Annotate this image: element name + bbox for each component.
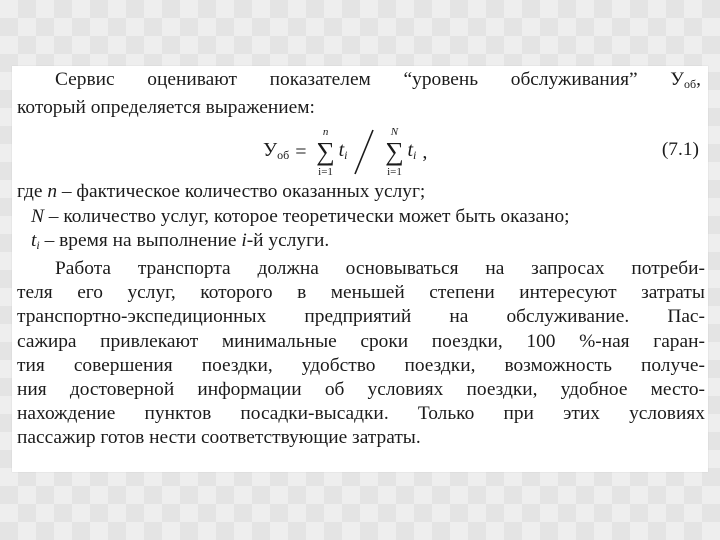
paragraph2-line2: теля его услуг, которого в меньшей степени интересуют затраты: [17, 282, 705, 304]
paragraph2-line8: пассажир готов нести соответствующие затраты.: [17, 427, 421, 449]
word: оценивают: [147, 69, 237, 90]
word: “уровень: [403, 69, 479, 90]
formula-comma: ,: [422, 141, 428, 164]
paragraph2-line6: ния достоверной информации об условиях поездки, удобное место-: [17, 379, 705, 401]
formula-expression: [263, 126, 427, 178]
formula-term2: $t_i$: [407, 138, 417, 162]
paragraph2-line4: сажира привлекают минимальные сроки поездки, 100 %-ная гаран-: [17, 330, 705, 352]
paragraph2-line3: транспортно-экспедиционных предприятий на обслуживание. Пас-: [17, 306, 705, 328]
formula-7-1: [17, 122, 705, 180]
paragraph2-line1: Работа транспорта должна основываться на запросах потреби-: [55, 258, 705, 280]
paragraph1-line2: который определяется выражением:: [17, 97, 315, 119]
formula-term1: $t_i$: [338, 138, 348, 162]
definition-N: N – количество услуг, которое теоретически может быть оказано;: [31, 205, 570, 227]
sum-symbol: N ∑ i=1: [385, 126, 404, 179]
sum-symbol: n ∑ i=1: [316, 126, 335, 179]
symbol-y-ob: $У_{об}$,: [670, 69, 701, 91]
paragraph2-line5: тия совершения поездки, удобство поездки, возможность получе-: [17, 354, 705, 376]
document-text: [17, 68, 705, 451]
formula-lhs: $У_{об}$: [263, 138, 290, 162]
fraction-slash: [351, 128, 377, 176]
word: Сервис: [55, 69, 115, 90]
word: показателем: [269, 69, 371, 90]
formula-equals: =: [295, 141, 307, 164]
paragraph2-line7: нахождение пунктов посадки-высадки. Только при этих условиях: [17, 403, 705, 425]
word: обслуживания”: [510, 69, 638, 90]
formula-number: (7.1): [661, 139, 699, 161]
document-page: [12, 66, 708, 472]
definition-n: где n – фактическое количество оказанных услуг;: [17, 181, 426, 203]
paragraph1-line1: [17, 68, 705, 96]
definition-ti: $t_i$ – время на выполнение i-й услуги.: [31, 229, 330, 252]
